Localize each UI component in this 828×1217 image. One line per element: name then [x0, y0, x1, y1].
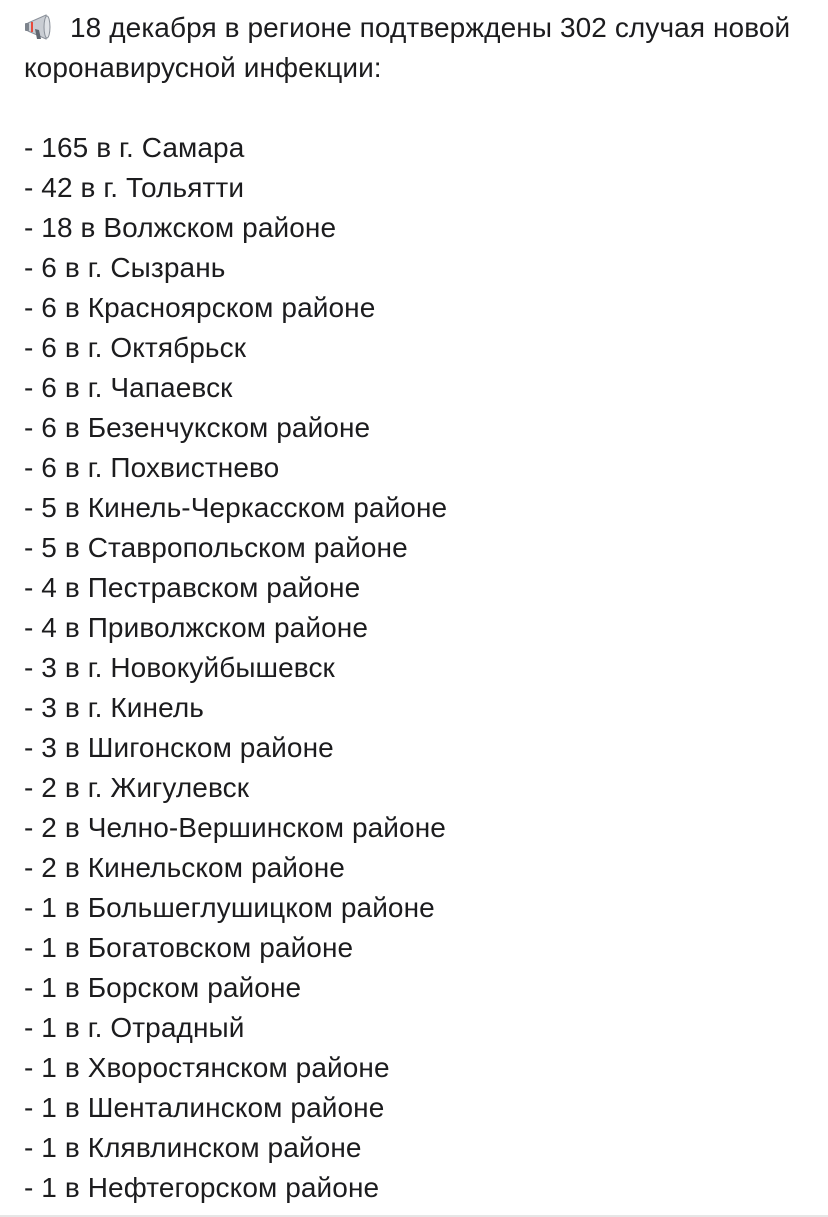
- list-item: - 6 в г. Похвистнево: [24, 452, 280, 483]
- list-item: - 165 в г. Самара: [24, 132, 245, 163]
- list-item: - 42 в г. Тольятти: [24, 172, 245, 203]
- list-item: - 3 в г. Кинель: [24, 692, 204, 723]
- list-item: - 1 в Борском районе: [24, 972, 302, 1003]
- list-item: - 18 в Волжском районе: [24, 212, 337, 243]
- list-item: - 2 в Кинельском районе: [24, 852, 345, 883]
- list-item: - 6 в г. Октябрьск: [24, 332, 247, 363]
- list-item: - 5 в Ставропольском районе: [24, 532, 408, 563]
- list-item: - 6 в г. Чапаевск: [24, 372, 233, 403]
- case-list: [24, 128, 814, 1208]
- list-item: - 6 в Красноярском районе: [24, 292, 376, 323]
- list-item: - 5 в Кинель-Черкасском районе: [24, 492, 448, 523]
- blank-line: [24, 88, 814, 128]
- list-item: - 1 в Шенталинском районе: [24, 1092, 385, 1123]
- list-item: - 2 в г. Жигулевск: [24, 772, 250, 803]
- list-item: - 1 в Богатовском районе: [24, 932, 354, 963]
- list-item: - 2 в Челно-Вершинском районе: [24, 812, 446, 843]
- post-body: [24, 8, 814, 1208]
- list-item: - 3 в Шигонском районе: [24, 732, 334, 763]
- list-item: - 4 в Пестравском районе: [24, 572, 361, 603]
- list-item: - 1 в Клявлинском районе: [24, 1132, 362, 1163]
- list-item: - 4 в Приволжском районе: [24, 612, 368, 643]
- list-item: - 1 в Хворостянском районе: [24, 1052, 390, 1083]
- headline-text: 18 декабря в регионе подтверждены 302 случая новой коронавирусной инфекции:: [24, 12, 791, 83]
- megaphone-icon: [24, 12, 60, 42]
- post-headline: [24, 8, 814, 88]
- list-item: - 6 в Безенчукском районе: [24, 412, 371, 443]
- list-item: - 1 в г. Отрадный: [24, 1012, 245, 1043]
- list-item: - 1 в Большеглушицком районе: [24, 892, 435, 923]
- list-item: - 3 в г. Новокуйбышевск: [24, 652, 335, 683]
- list-item: - 1 в Нефтегорском районе: [24, 1172, 380, 1203]
- list-item: - 6 в г. Сызрань: [24, 252, 226, 283]
